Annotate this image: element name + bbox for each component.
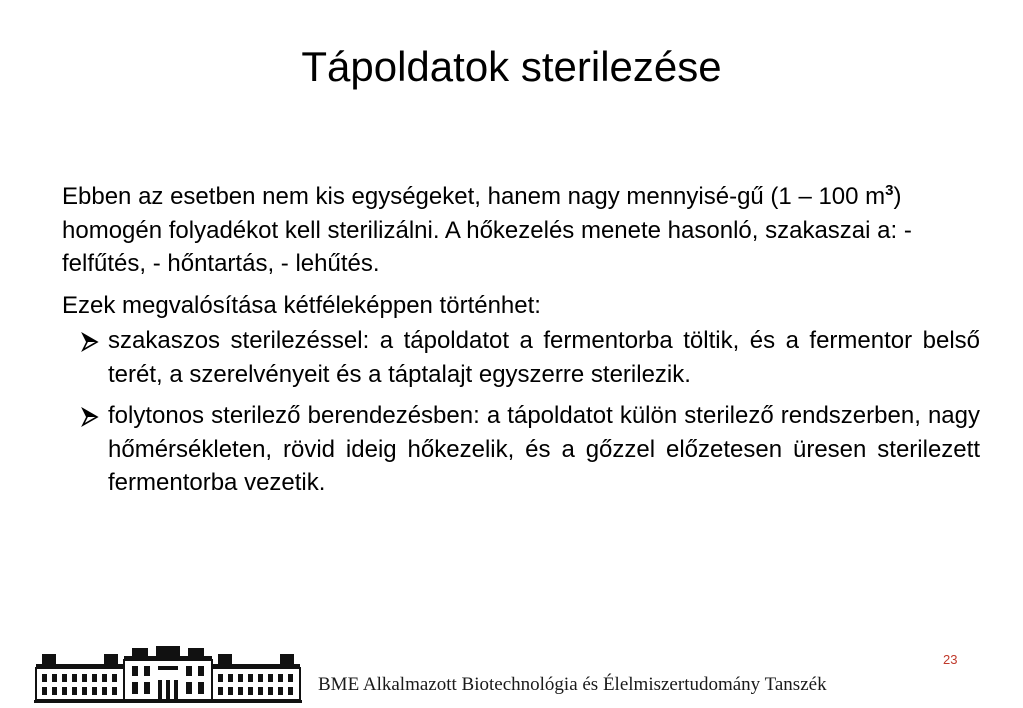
methods-list [62,324,980,500]
intro-text-end: ) homogén folyadékot kell sterilizálni. A hőkezelés menete hasonló, szakaszai a: - felfűtés, - hőntartás, - lehűtés. [62,183,912,277]
cubic-superscript: 3 [885,182,894,199]
bullet-text: folytonos sterilező berendezésben: a tápoldatot külön sterilező rendszerben, nagy hőmérsékleten, rövid ideig hőkezelik, és a gőzzel előzetesen üresen sterilezett fermentorba vezetik. [108,402,980,496]
institution-name: BME Alkalmazott Biotechnológia és Élelmiszertudomány Tanszék [318,674,827,695]
arrow-bullet-icon [80,407,100,427]
bullet-text: szakaszos sterilezéssel: a tápoldatot a fermentorba töltik, és a fermentor belső terét, a szerelvényeit és a táptalajt egyszerre sterilezik. [108,327,980,388]
arrow-bullet-icon [80,332,100,352]
slide-content [62,180,980,500]
bme-building-icon [34,646,302,704]
intro-text-start: Ebben az esetben nem kis egységeket, hanem nagy mennyisé-gű (1 – 100 m [62,183,886,210]
methods-intro-paragraph: Ezek megvalósítása kétféleképpen történhet: [62,291,541,319]
slide-title: Tápoldatok sterilezése [301,43,722,90]
page-number: 23 [943,652,958,667]
list-item [108,324,980,391]
slide-footer [0,640,1023,708]
list-item [108,399,980,500]
intro-paragraph [62,180,980,281]
